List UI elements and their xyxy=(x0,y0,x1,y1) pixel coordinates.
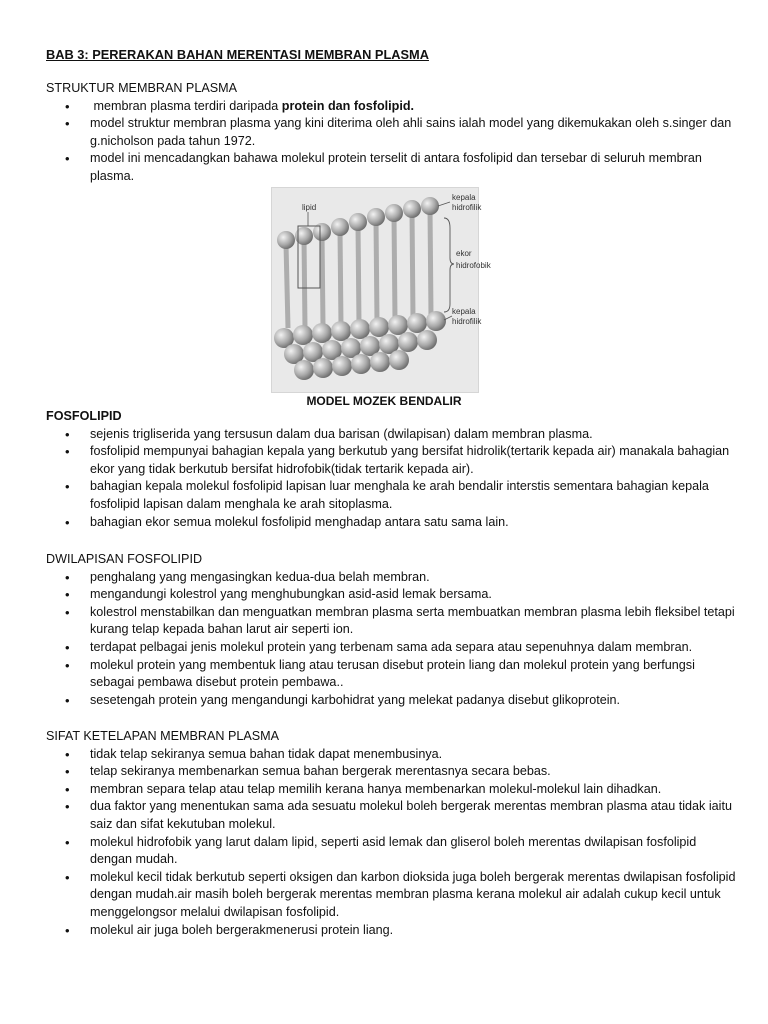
text-span: dua faktor yang menentukan sama ada sesuatu molekul boleh bergerak merentas membran plasma atau tidak iaitu saiz dan sifat kekutuban molekul. xyxy=(90,799,732,831)
section-heading-sifat: SIFAT KETELAPAN MEMBRAN PLASMA xyxy=(46,729,280,743)
bullet-icon: • xyxy=(65,639,70,655)
bullet-icon: • xyxy=(65,799,70,815)
section-struktur xyxy=(46,80,736,186)
list-dwilapisan xyxy=(46,569,736,710)
list-fosfolipid xyxy=(46,426,736,532)
label-kepala-bottom: kepala xyxy=(452,307,476,316)
text-span: telap sekiranya membenarkan semua bahan bergerak merentasnya secara bebas. xyxy=(90,764,551,779)
bullet-icon: • xyxy=(65,514,70,530)
list-item xyxy=(46,150,736,185)
label-lipid: lipid xyxy=(302,203,317,212)
list-item xyxy=(46,692,736,710)
bullet-icon: • xyxy=(65,98,70,114)
list-item xyxy=(46,115,736,150)
list-item xyxy=(46,798,736,833)
bullet-icon: • xyxy=(65,781,70,797)
text-span: mengandungi kolestrol yang menghubungkan asid-asid lemak bersama. xyxy=(90,587,492,602)
text-span: tidak telap sekiranya semua bahan tidak dapat menembusinya. xyxy=(90,746,443,761)
list-item xyxy=(46,922,736,940)
list-item xyxy=(46,569,736,587)
list-item xyxy=(46,781,736,799)
bottom-heads xyxy=(274,311,446,380)
bullet-icon: • xyxy=(65,922,70,938)
list-sifat xyxy=(46,746,736,940)
list-item xyxy=(46,586,736,604)
list-item xyxy=(46,514,736,532)
text-span-bold: protein dan fosfolipid. xyxy=(281,98,415,113)
bullet-icon: • xyxy=(65,604,70,620)
label-hidrofobik: hidrofobik xyxy=(456,261,491,270)
label-ekor: ekor xyxy=(456,249,472,258)
list-item xyxy=(46,869,736,922)
section-heading-dwilapisan: DWILAPISAN FOSFOLIPID xyxy=(46,552,203,566)
text-span: molekul kecil tidak berkutub seperti oksigen dan karbon dioksida juga boleh bergerak merentas dwilapisan fosfolipid dengan mudah.air masih boleh bergerak merentas membran plasma kerana molekul air adalah cukup kecil untuk menggelongsor melalui dwilapisan fosfolipid. xyxy=(90,869,736,919)
section-sifat xyxy=(46,728,736,939)
text-span: bahagian ekor semua molekul fosfolipid menghadap antara satu sama lain. xyxy=(90,514,509,529)
list-item xyxy=(46,746,736,764)
text-span: molekul protein yang membentuk liang atau terusan disebut protein liang dan molekul protein yang berfungsi sebagai pembawa disebut protein pembawa.. xyxy=(90,657,695,690)
list-item xyxy=(46,426,736,444)
list-item xyxy=(46,98,736,116)
bullet-icon: • xyxy=(65,746,70,762)
section-heading-struktur: STRUKTUR MEMBRAN PLASMA xyxy=(46,81,238,95)
phospholipid-bilayer-illustration xyxy=(272,188,491,392)
section-dwilapisan xyxy=(46,551,736,709)
bullet-icon: • xyxy=(65,569,70,585)
text-span: sejenis trigliserida yang tersusun dalam dua barisan (dwilapisan) dalam membran plasma. xyxy=(90,426,593,441)
bullet-icon: • xyxy=(65,116,70,132)
list-item xyxy=(46,834,736,869)
bullet-icon: • xyxy=(65,657,70,673)
membrane-figure xyxy=(271,187,491,393)
text-span: terdapat pelbagai jenis molekul protein yang terbenam sama ada separa atau sepenuhnya dalam membran. xyxy=(90,639,693,654)
figure-caption: MODEL MOZEK BENDALIR xyxy=(306,394,462,408)
text-span: kolestrol menstabilkan dan menguatkan membran plasma serta membuatkan membran plasma lebih fleksibel tetapi kurang telap kepada bahan larut air seperti ion. xyxy=(90,604,735,637)
list-item xyxy=(46,604,736,639)
text-span: membran plasma terdiri daripada xyxy=(93,98,282,113)
bullet-icon: • xyxy=(65,869,70,885)
section-fosfolipid xyxy=(46,408,736,531)
section-heading-fosfolipid: FOSFOLIPID xyxy=(46,409,122,423)
text-span: sesetengah protein yang mengandungi karbohidrat yang melekat padanya disebut glikoprotein. xyxy=(90,692,621,707)
bullet-icon: • xyxy=(65,479,70,495)
text-span: model struktur membran plasma yang kini diterima oleh ahli sains ialah model yang dikemukakan oleh s.singer dan g.nicholson pada tahun 1972. xyxy=(90,116,732,148)
bullet-icon: • xyxy=(65,764,70,780)
list-item xyxy=(46,657,736,692)
bracket xyxy=(444,218,454,312)
label-hidrofilik-bottom: hidrofilik xyxy=(452,317,482,326)
text-span: penghalang yang mengasingkan kedua-dua belah membran. xyxy=(90,569,430,584)
bullet-icon: • xyxy=(65,151,70,167)
list-item xyxy=(46,443,736,478)
document-title: BAB 3: PERERAKAN BAHAN MERENTASI MEMBRAN PLASMA xyxy=(46,47,429,62)
text-span: fosfolipid mempunyai bahagian kepala yang berkutub yang bersifat hidrolik(tertarik kepada air) manakala bahagian ekor yang tidak berkutub bersifat hidrofobik(tidak tertarik kepada air). xyxy=(90,444,730,476)
bullet-icon: • xyxy=(65,444,70,460)
label-hidrofilik-top: hidrofilik xyxy=(452,203,482,212)
bullet-icon: • xyxy=(65,426,70,442)
list-item xyxy=(46,478,736,513)
list-struktur xyxy=(46,98,736,186)
text-span: molekul hidrofobik yang larut dalam lipid, seperti asid lemak dan gliserol boleh merentas dwilapisan fosfolipid dengan mudah. xyxy=(90,834,697,867)
text-span: bahagian kepala molekul fosfolipid lapisan luar menghala ke arah bendalir interstis sementara bahagian kepala fosfolipid lapisan dalam menghala ke arah sitoplasma. xyxy=(90,479,709,511)
text-span: model ini mencadangkan bahawa molekul protein terselit di antara fosfolipid dan tersebar di seluruh membran plasma. xyxy=(90,151,702,183)
list-item xyxy=(46,639,736,657)
bullet-icon: • xyxy=(65,587,70,603)
text-span: molekul air juga boleh bergerakmenerusi protein liang. xyxy=(90,922,394,937)
list-item xyxy=(46,763,736,781)
bullet-icon: • xyxy=(65,692,70,708)
text-span: membran separa telap atau telap memilih kerana hanya membenarkan molekul-molekul lain dihadkan. xyxy=(90,781,662,796)
bullet-icon: • xyxy=(65,834,70,850)
label-kepala-top: kepala xyxy=(452,193,476,202)
